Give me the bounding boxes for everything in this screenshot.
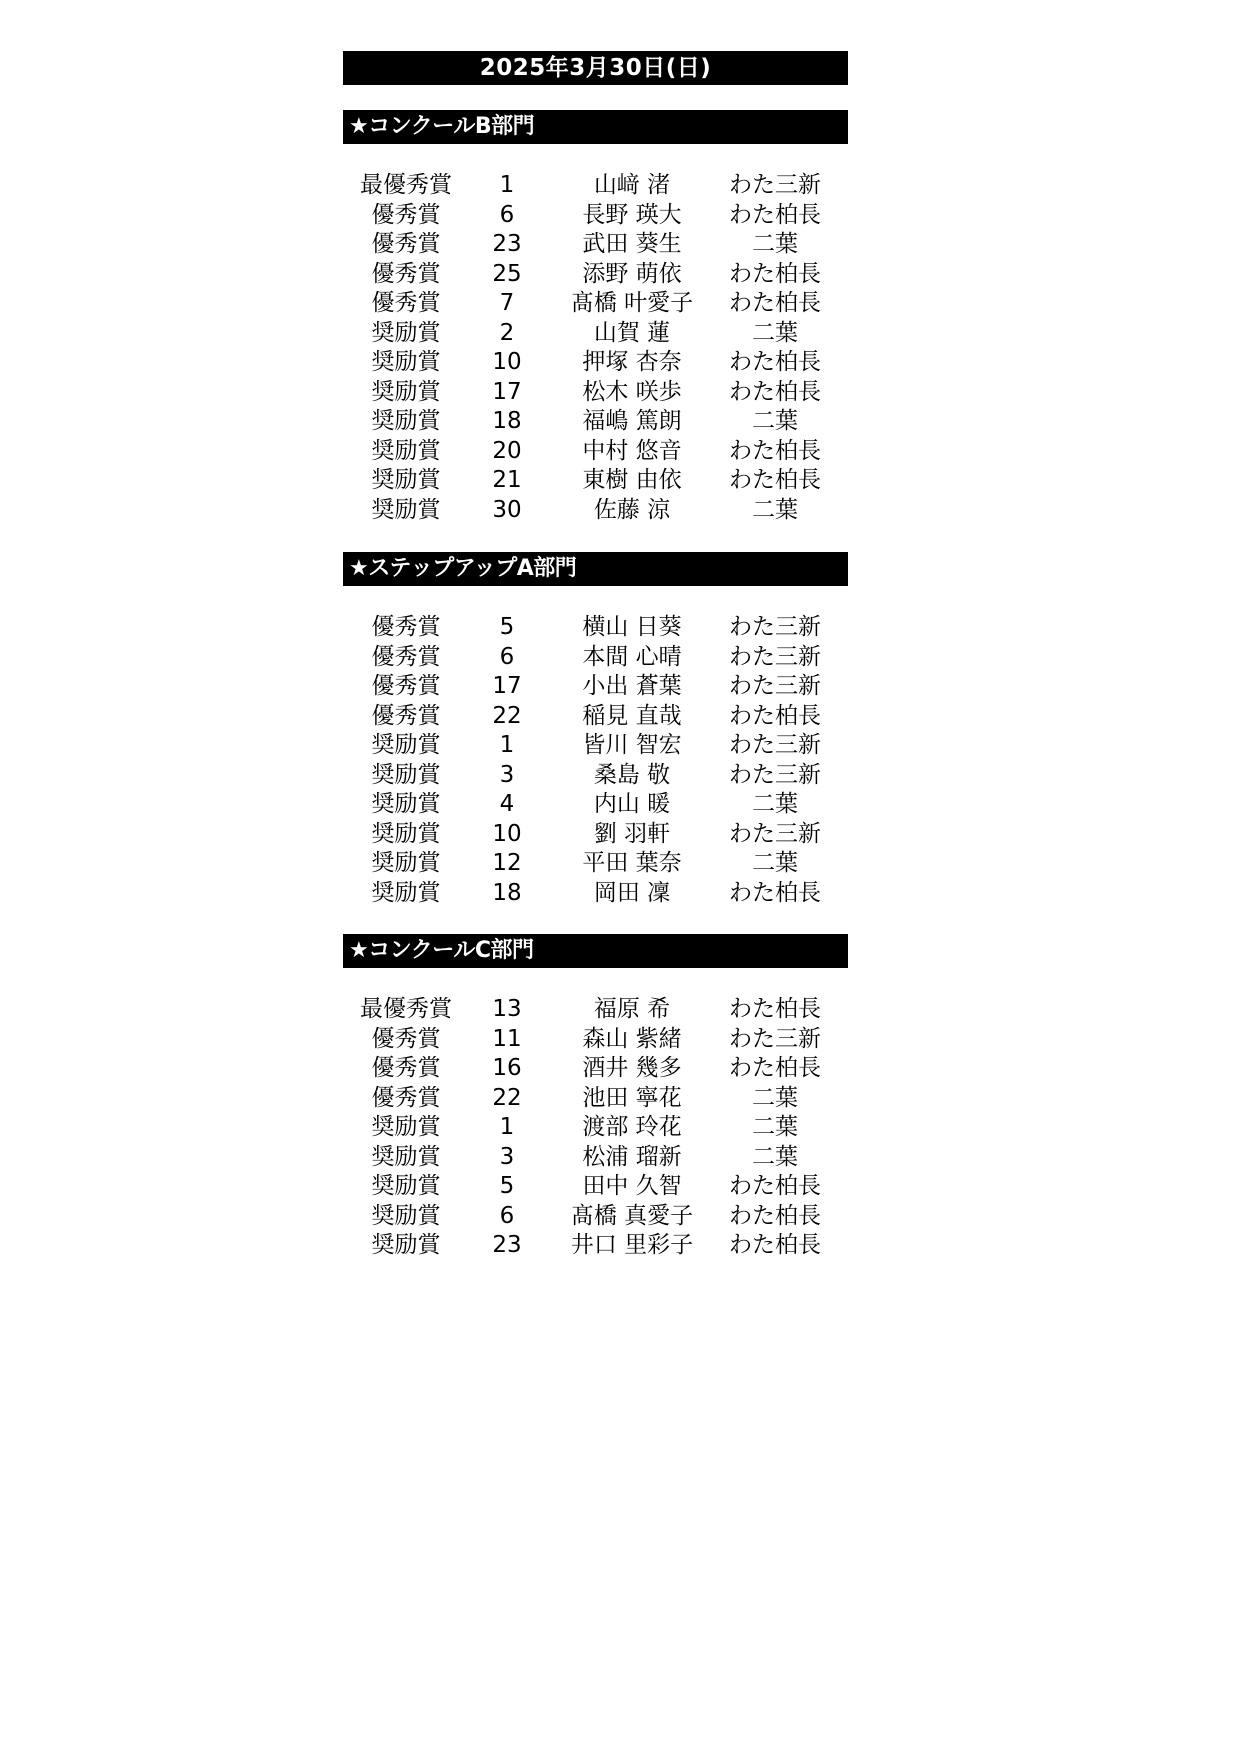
results-list: [343, 995, 848, 1261]
award-label: 優秀賞: [371, 260, 441, 287]
school-name: わた三新: [729, 673, 821, 699]
school-name: わた三新: [729, 643, 821, 670]
result-row: [343, 820, 848, 850]
school-name: 二葉: [752, 791, 798, 817]
participant-name: 福嶋 篤朗: [582, 408, 682, 434]
result-row: [343, 171, 848, 201]
result-row: [343, 702, 848, 732]
entry-number: 20: [492, 437, 522, 464]
award-label: 優秀賞: [371, 1025, 441, 1052]
entry-number: 2: [499, 319, 515, 346]
participant-name: 添野 萌依: [582, 260, 682, 287]
result-row: [343, 790, 848, 820]
school-name: わた三新: [729, 761, 821, 788]
school-name: 二葉: [752, 1084, 798, 1111]
entry-number: 30: [492, 496, 522, 523]
participant-name: 渡部 玲花: [582, 1114, 682, 1140]
participant-name: 池田 寧花: [582, 1084, 682, 1111]
participant-name: 山﨑 渚: [593, 172, 671, 198]
school-name: 二葉: [752, 850, 798, 876]
award-label: 優秀賞: [371, 231, 441, 257]
result-row: [343, 378, 848, 408]
participant-name: 森山 紫緒: [582, 1025, 682, 1052]
participant-name: 長野 瑛大: [582, 201, 682, 228]
school-name: 二葉: [752, 408, 798, 434]
result-row: [343, 613, 848, 643]
award-label: 奨励賞: [371, 732, 441, 758]
participant-name: 田中 久智: [582, 1173, 682, 1199]
result-row: [343, 1054, 848, 1084]
participant-name: 皆川 智宏: [582, 732, 682, 758]
entry-number: 17: [492, 378, 522, 405]
entry-number: 13: [492, 996, 522, 1022]
entry-number: 5: [499, 1173, 515, 1199]
participant-name: 平田 葉奈: [582, 850, 682, 876]
school-name: わた三新: [729, 172, 821, 198]
award-label: 奨励賞: [371, 1202, 441, 1229]
school-name: 二葉: [752, 1114, 798, 1140]
entry-number: 12: [492, 850, 522, 876]
entry-number: 1: [499, 732, 515, 758]
award-label: 奨励賞: [371, 1114, 441, 1140]
award-label: 奨励賞: [371, 319, 441, 346]
result-row: [343, 879, 848, 909]
award-label: 奨励賞: [371, 378, 441, 405]
participant-name: 押塚 杏奈: [582, 349, 682, 375]
result-row: [343, 643, 848, 673]
award-label: 優秀賞: [371, 1084, 441, 1111]
school-name: わた柏長: [729, 702, 821, 729]
participant-name: 中村 悠音: [582, 437, 682, 464]
result-row: [343, 348, 848, 378]
participant-name: 福原 希: [593, 996, 671, 1022]
award-label: 最優秀賞: [360, 172, 452, 198]
award-label: 優秀賞: [371, 673, 441, 699]
participant-name: 井口 里彩子: [570, 1232, 694, 1258]
result-row: [343, 1231, 848, 1261]
entry-number: 23: [492, 231, 522, 257]
entry-number: 1: [499, 1114, 515, 1140]
section-header: ★コンクールC部門: [343, 934, 848, 968]
entry-number: 3: [499, 1143, 515, 1170]
school-name: わた三新: [729, 614, 821, 640]
result-row: [343, 1113, 848, 1143]
result-row: [343, 1172, 848, 1202]
participant-name: 桑島 敬: [593, 761, 671, 788]
award-label: 奨励賞: [371, 791, 441, 817]
entry-number: 22: [492, 702, 522, 729]
participant-name: 髙橋 叶愛子: [570, 290, 694, 316]
school-name: わた柏長: [729, 349, 821, 375]
school-name: わた三新: [729, 1025, 821, 1052]
participant-name: 佐藤 涼: [593, 496, 671, 523]
school-name: 二葉: [752, 231, 798, 257]
participant-name: 松浦 瑠新: [582, 1143, 682, 1170]
result-row: [343, 1202, 848, 1232]
result-row: [343, 995, 848, 1025]
school-name: わた柏長: [729, 467, 821, 493]
result-row: [343, 230, 848, 260]
entry-number: 18: [492, 408, 522, 434]
award-label: 奨励賞: [371, 1232, 441, 1258]
result-row: [343, 319, 848, 349]
entry-number: 4: [499, 791, 515, 817]
school-name: わた柏長: [729, 1202, 821, 1229]
result-row: [343, 289, 848, 319]
school-name: わた柏長: [729, 879, 821, 906]
result-row: [343, 1025, 848, 1055]
participant-name: 横山 日葵: [582, 614, 682, 640]
award-label: 奨励賞: [371, 1143, 441, 1170]
award-label: 奨励賞: [371, 820, 441, 847]
result-row: [343, 260, 848, 290]
award-label: 奨励賞: [371, 761, 441, 788]
school-name: わた柏長: [729, 437, 821, 464]
results-list: [343, 613, 848, 908]
school-name: わた柏長: [729, 201, 821, 228]
award-label: 優秀賞: [371, 702, 441, 729]
award-label: 奨励賞: [371, 850, 441, 876]
school-name: わた柏長: [729, 996, 821, 1022]
entry-number: 5: [499, 614, 515, 640]
entry-number: 17: [492, 673, 522, 699]
school-name: 二葉: [752, 319, 798, 346]
result-row: [343, 849, 848, 879]
result-row: [343, 1143, 848, 1173]
participant-name: 松木 咲歩: [582, 378, 682, 405]
award-label: 最優秀賞: [360, 996, 452, 1022]
participant-name: 山賀 蓮: [593, 319, 671, 346]
school-name: わた柏長: [729, 1055, 821, 1081]
entry-number: 16: [492, 1055, 522, 1081]
entry-number: 6: [499, 643, 515, 670]
award-label: 奨励賞: [371, 408, 441, 434]
award-label: 奨励賞: [371, 496, 441, 523]
result-row: [343, 731, 848, 761]
entry-number: 3: [499, 761, 515, 788]
result-row: [343, 761, 848, 791]
award-label: 奨励賞: [371, 879, 441, 906]
award-label: 優秀賞: [371, 614, 441, 640]
result-row: [343, 466, 848, 496]
result-row: [343, 672, 848, 702]
school-name: わた柏長: [729, 1173, 821, 1199]
award-label: 優秀賞: [371, 1055, 441, 1081]
entry-number: 6: [499, 1202, 515, 1229]
entry-number: 18: [492, 879, 522, 906]
award-label: 奨励賞: [371, 1173, 441, 1199]
participant-name: 劉 羽軒: [593, 820, 671, 847]
result-row: [343, 407, 848, 437]
award-label: 優秀賞: [371, 643, 441, 670]
section-header: ★コンクールB部門: [343, 110, 848, 144]
entry-number: 25: [492, 260, 522, 287]
entry-number: 10: [492, 349, 522, 375]
school-name: 二葉: [752, 1143, 798, 1170]
result-row: [343, 496, 848, 526]
entry-number: 10: [492, 820, 522, 847]
award-label: 奨励賞: [371, 437, 441, 464]
entry-number: 7: [499, 290, 515, 316]
entry-number: 23: [492, 1232, 522, 1258]
school-name: わた柏長: [729, 290, 821, 316]
date-header: 2025年3月30日(日): [343, 51, 848, 85]
school-name: 二葉: [752, 496, 798, 523]
school-name: わた三新: [729, 820, 821, 847]
award-label: 奨励賞: [371, 467, 441, 493]
result-row: [343, 437, 848, 467]
participant-name: 岡田 凜: [593, 879, 671, 906]
entry-number: 11: [492, 1025, 522, 1052]
school-name: わた柏長: [729, 1232, 821, 1258]
participant-name: 酒井 幾多: [582, 1055, 682, 1081]
participant-name: 小出 蒼葉: [582, 673, 682, 699]
result-row: [343, 1084, 848, 1114]
award-label: 優秀賞: [371, 290, 441, 316]
participant-name: 稲見 直哉: [582, 702, 682, 729]
award-label: 奨励賞: [371, 349, 441, 375]
section-header: ★ステップアップA部門: [343, 552, 848, 586]
participant-name: 内山 暖: [593, 791, 671, 817]
participant-name: 髙橋 真愛子: [570, 1202, 694, 1229]
participant-name: 武田 葵生: [582, 231, 682, 257]
award-label: 優秀賞: [371, 201, 441, 228]
participant-name: 本間 心晴: [582, 643, 682, 670]
school-name: わた三新: [729, 732, 821, 758]
entry-number: 1: [499, 172, 515, 198]
results-list: [343, 171, 848, 525]
participant-name: 東樹 由依: [582, 467, 682, 493]
result-row: [343, 201, 848, 231]
entry-number: 22: [492, 1084, 522, 1111]
results-sheet: [343, 51, 848, 1261]
school-name: わた柏長: [729, 260, 821, 287]
entry-number: 21: [492, 467, 522, 493]
school-name: わた柏長: [729, 378, 821, 405]
entry-number: 6: [499, 201, 515, 228]
